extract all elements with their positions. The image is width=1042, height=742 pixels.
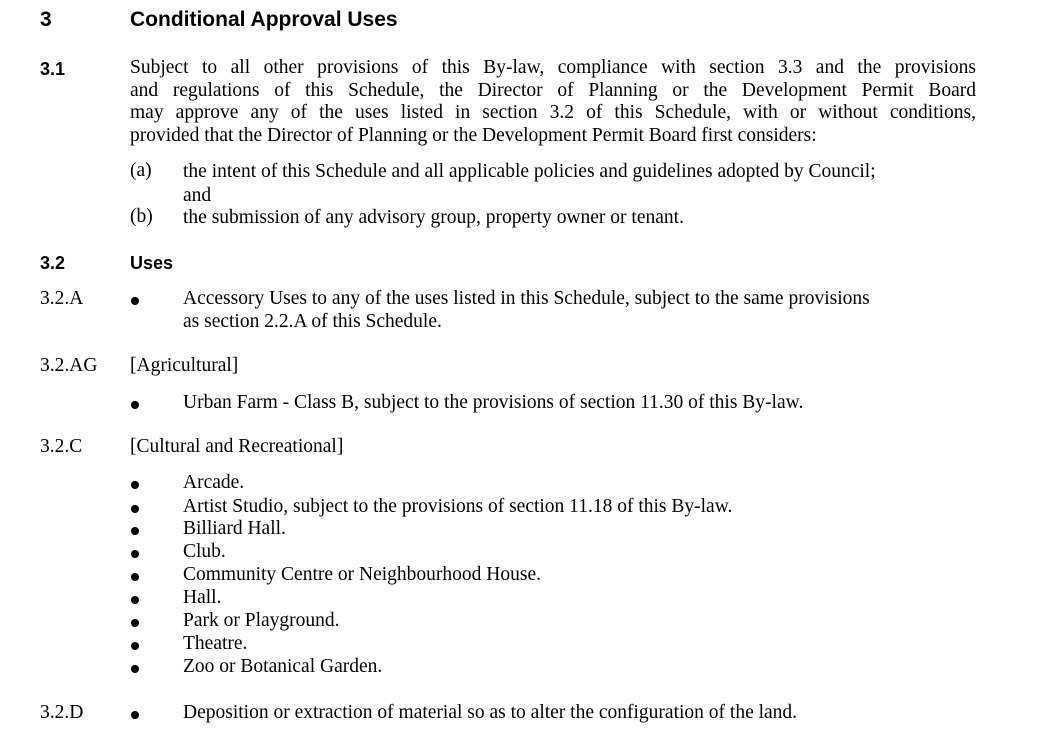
- use-number-3-2-A: 3.2.A: [40, 288, 84, 309]
- item-a-line-1: the intent of this Schedule and all applicable policies and guidelines adopted by Council;: [183, 161, 876, 182]
- use-3-2-D-text: Deposition or extraction of material so as to alter the configuration of the land.: [183, 702, 798, 723]
- bullet-icon: [131, 550, 139, 558]
- use-item: Club.: [183, 541, 226, 562]
- use-category-agricultural: [Agricultural]: [130, 355, 239, 376]
- item-marker-a: (a): [130, 160, 152, 181]
- use-number-3-2-D: 3.2.D: [40, 702, 84, 723]
- item-marker-b: (b): [130, 206, 153, 227]
- subsection-3-1-paragraph: [130, 57, 976, 147]
- bullet-icon: [131, 711, 139, 719]
- use-item: Billiard Hall.: [183, 518, 286, 539]
- paragraph-line: Subject to all other provisions of this By-law, compliance with section 3.3 and the provisions: [130, 57, 976, 78]
- use-item: Artist Studio, subject to the provisions of section 11.18 of this By-law.: [183, 496, 733, 517]
- bullet-icon: [131, 619, 139, 627]
- bullet-icon: [131, 401, 139, 409]
- section-title: Conditional Approval Uses: [130, 8, 398, 31]
- item-a-line-2: and: [183, 185, 212, 206]
- use-item: Urban Farm - Class B, subject to the provisions of section 11.30 of this By-law.: [183, 392, 804, 413]
- use-item: Arcade.: [183, 472, 245, 493]
- use-item: Community Centre or Neighbourhood House.: [183, 564, 541, 585]
- use-number-3-2-C: 3.2.C: [40, 436, 83, 457]
- paragraph-line: provided that the Director of Planning or the Development Permit Board first considers:: [130, 124, 817, 146]
- use-item: Zoo or Botanical Garden.: [183, 656, 383, 677]
- use-number-3-2-AG: 3.2.AG: [40, 355, 98, 376]
- bullet-icon: [131, 573, 139, 581]
- subsection-title-uses: Uses: [130, 253, 174, 273]
- use-item: Hall.: [183, 587, 222, 608]
- section-number: 3: [40, 8, 52, 31]
- bullet-icon: [131, 297, 139, 305]
- use-category-cultural-recreational: [Cultural and Recreational]: [130, 436, 344, 457]
- bullet-icon: [131, 481, 139, 489]
- use-3-2-A-line-1: Accessory Uses to any of the uses listed in this Schedule, subject to the same provisions: [183, 288, 870, 309]
- use-item: Park or Playground.: [183, 610, 340, 631]
- bullet-icon: [131, 527, 139, 535]
- bullet-icon: [131, 596, 139, 604]
- bullet-icon: [131, 642, 139, 650]
- paragraph-line: may approve any of the uses listed in section 3.2 of this Schedule, with or without conditions,: [130, 102, 976, 123]
- bullet-icon: [131, 505, 139, 513]
- bullet-icon: [131, 665, 139, 673]
- item-b-text: the submission of any advisory group, property owner or tenant.: [183, 207, 684, 228]
- use-3-2-A-line-2: as section 2.2.A of this Schedule.: [183, 311, 442, 332]
- paragraph-line: and regulations of this Schedule, the Director of Planning or the Development Permit Board: [130, 79, 976, 101]
- subsection-number-3-1: 3.1: [40, 59, 66, 79]
- subsection-number-3-2: 3.2: [40, 253, 66, 273]
- use-item: Theatre.: [183, 633, 248, 654]
